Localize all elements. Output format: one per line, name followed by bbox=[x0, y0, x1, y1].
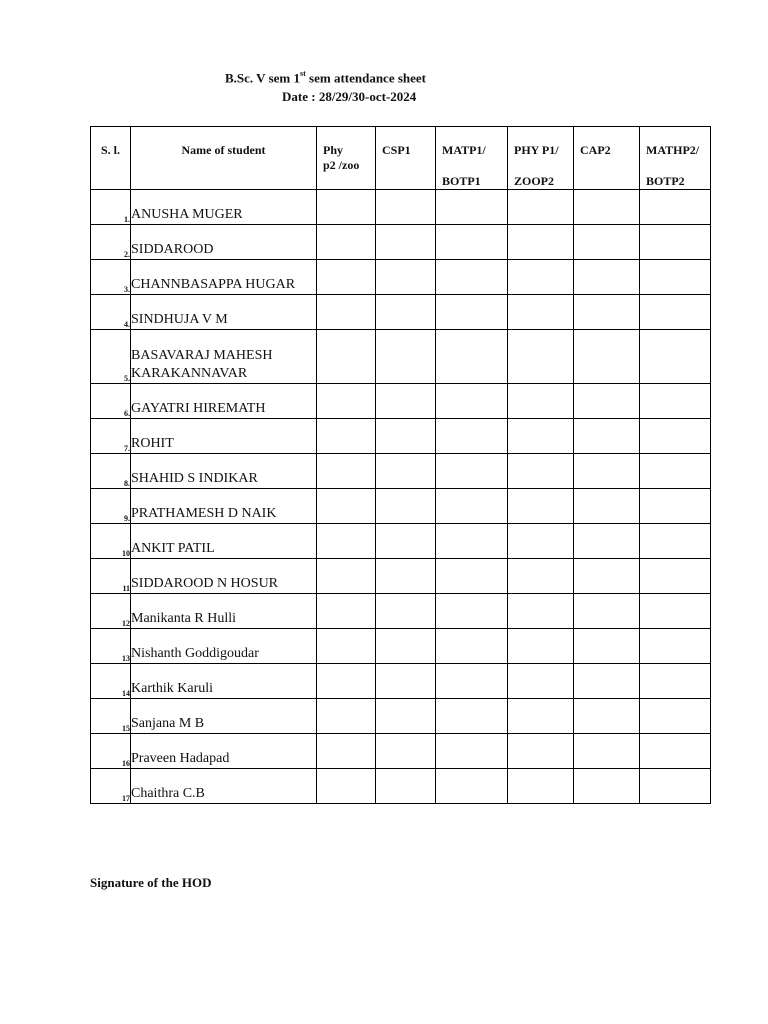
col-header-matp1-line1: MATP1/ bbox=[442, 143, 486, 157]
attendance-cell[interactable] bbox=[436, 384, 508, 419]
table-row bbox=[91, 559, 711, 594]
attendance-cell[interactable] bbox=[508, 454, 574, 489]
attendance-cell[interactable] bbox=[317, 225, 376, 260]
serial-number: 5. bbox=[91, 330, 131, 384]
serial-number: 12 bbox=[91, 594, 131, 629]
student-name: ANUSHA MUGER bbox=[131, 190, 317, 225]
attendance-cell[interactable] bbox=[317, 664, 376, 699]
attendance-cell[interactable] bbox=[436, 664, 508, 699]
table-row bbox=[91, 734, 711, 769]
attendance-cell[interactable] bbox=[436, 629, 508, 664]
attendance-cell[interactable] bbox=[508, 330, 574, 384]
attendance-cell[interactable] bbox=[317, 489, 376, 524]
attendance-cell[interactable] bbox=[574, 489, 640, 524]
attendance-cell[interactable] bbox=[376, 629, 436, 664]
student-name: Karthik Karuli bbox=[131, 664, 317, 699]
table-row bbox=[91, 629, 711, 664]
serial-number: 13 bbox=[91, 629, 131, 664]
table-row bbox=[91, 225, 711, 260]
attendance-cell[interactable] bbox=[640, 629, 711, 664]
serial-number: 10 bbox=[91, 524, 131, 559]
table-row bbox=[91, 489, 711, 524]
attendance-cell[interactable] bbox=[574, 225, 640, 260]
attendance-cell[interactable] bbox=[376, 295, 436, 330]
attendance-cell[interactable] bbox=[376, 419, 436, 454]
table-row bbox=[91, 454, 711, 489]
col-header-sl: S. l. bbox=[91, 127, 131, 190]
attendance-cell[interactable] bbox=[574, 260, 640, 295]
student-name: SIDDAROOD N HOSUR bbox=[131, 559, 317, 594]
col-header-phyp1-zoop2 bbox=[508, 127, 574, 190]
attendance-cell[interactable] bbox=[574, 524, 640, 559]
attendance-cell[interactable] bbox=[508, 559, 574, 594]
attendance-cell[interactable] bbox=[508, 769, 574, 804]
attendance-cell[interactable] bbox=[376, 594, 436, 629]
attendance-cell[interactable] bbox=[574, 454, 640, 489]
col-header-mathp2-line2: BOTP2 bbox=[646, 174, 685, 188]
attendance-cell[interactable] bbox=[376, 190, 436, 225]
attendance-cell[interactable] bbox=[508, 734, 574, 769]
student-name: Chaithra C.B bbox=[131, 769, 317, 804]
table-row bbox=[91, 664, 711, 699]
attendance-cell[interactable] bbox=[640, 664, 711, 699]
attendance-cell[interactable] bbox=[574, 734, 640, 769]
student-name: SINDHUJA V M bbox=[131, 295, 317, 330]
student-name: Praveen Hadapad bbox=[131, 734, 317, 769]
col-header-mathp2-botp2 bbox=[640, 127, 711, 190]
hod-signature-label: Signature of the HOD bbox=[90, 875, 212, 890]
attendance-table bbox=[90, 126, 711, 804]
attendance-cell[interactable] bbox=[640, 384, 711, 419]
attendance-cell[interactable] bbox=[436, 769, 508, 804]
table-row bbox=[91, 594, 711, 629]
serial-number: 6. bbox=[91, 384, 131, 419]
serial-number: 9. bbox=[91, 489, 131, 524]
col-header-csp1: CSP1 bbox=[376, 127, 436, 190]
col-header-phy-line2: p2 /zoo bbox=[323, 158, 360, 172]
attendance-cell[interactable] bbox=[574, 419, 640, 454]
attendance-cell[interactable] bbox=[574, 699, 640, 734]
attendance-cell[interactable] bbox=[376, 225, 436, 260]
col-header-name: Name of student bbox=[131, 127, 317, 190]
attendance-cell[interactable] bbox=[436, 559, 508, 594]
attendance-cell[interactable] bbox=[640, 225, 711, 260]
student-name: GAYATRI HIREMATH bbox=[131, 384, 317, 419]
attendance-cell[interactable] bbox=[574, 330, 640, 384]
table-row bbox=[91, 190, 711, 225]
attendance-cell[interactable] bbox=[508, 594, 574, 629]
attendance-cell[interactable] bbox=[317, 384, 376, 419]
col-header-mathp2-line1: MATHP2/ bbox=[646, 143, 700, 157]
table-row bbox=[91, 769, 711, 804]
attendance-cell[interactable] bbox=[376, 734, 436, 769]
attendance-cell[interactable] bbox=[436, 734, 508, 769]
serial-number: 17 bbox=[91, 769, 131, 804]
attendance-cell[interactable] bbox=[508, 419, 574, 454]
attendance-cell[interactable] bbox=[436, 190, 508, 225]
attendance-cell[interactable] bbox=[640, 295, 711, 330]
attendance-cell[interactable] bbox=[640, 419, 711, 454]
attendance-cell[interactable] bbox=[574, 384, 640, 419]
attendance-cell[interactable] bbox=[376, 769, 436, 804]
attendance-cell[interactable] bbox=[376, 489, 436, 524]
attendance-cell[interactable] bbox=[376, 559, 436, 594]
attendance-cell[interactable] bbox=[317, 524, 376, 559]
attendance-cell[interactable] bbox=[640, 330, 711, 384]
attendance-cell[interactable] bbox=[317, 330, 376, 384]
col-header-matp1-botp1 bbox=[436, 127, 508, 190]
table-row bbox=[91, 524, 711, 559]
serial-number: 8. bbox=[91, 454, 131, 489]
attendance-cell[interactable] bbox=[508, 295, 574, 330]
attendance-cell[interactable] bbox=[508, 190, 574, 225]
attendance-cell[interactable] bbox=[317, 734, 376, 769]
attendance-cell[interactable] bbox=[508, 384, 574, 419]
serial-number: 1. bbox=[91, 190, 131, 225]
col-header-cap2: CAP2 bbox=[574, 127, 640, 190]
attendance-cell[interactable] bbox=[376, 664, 436, 699]
col-header-matp1-line2: BOTP1 bbox=[442, 174, 481, 188]
attendance-cell[interactable] bbox=[640, 734, 711, 769]
student-name: Manikanta R Hulli bbox=[131, 594, 317, 629]
serial-number: 15 bbox=[91, 699, 131, 734]
attendance-cell[interactable] bbox=[574, 629, 640, 664]
attendance-cell[interactable] bbox=[640, 489, 711, 524]
col-header-phy-line1: Phy bbox=[323, 143, 344, 157]
attendance-cell[interactable] bbox=[640, 769, 711, 804]
serial-number: 16 bbox=[91, 734, 131, 769]
table-row bbox=[91, 419, 711, 454]
attendance-cell[interactable] bbox=[376, 699, 436, 734]
serial-number: 11 bbox=[91, 559, 131, 594]
attendance-cell[interactable] bbox=[508, 260, 574, 295]
attendance-cell[interactable] bbox=[317, 559, 376, 594]
serial-number: 7. bbox=[91, 419, 131, 454]
student-name: ANKIT PATIL bbox=[131, 524, 317, 559]
student-name: ROHIT bbox=[131, 419, 317, 454]
attendance-cell[interactable] bbox=[376, 384, 436, 419]
attendance-cell[interactable] bbox=[436, 295, 508, 330]
student-name: CHANNBASAPPA HUGAR bbox=[131, 260, 317, 295]
serial-number: 14 bbox=[91, 664, 131, 699]
attendance-cell[interactable] bbox=[317, 419, 376, 454]
student-name: BASAVARAJ MAHESH KARAKANNAVAR bbox=[131, 330, 317, 384]
attendance-cell[interactable] bbox=[640, 594, 711, 629]
page-title: B.Sc. V sem 1st sem attendance sheet bbox=[225, 69, 427, 86]
table-row bbox=[91, 384, 711, 419]
table-row bbox=[91, 699, 711, 734]
student-name: Sanjana M B bbox=[131, 699, 317, 734]
attendance-cell[interactable] bbox=[317, 454, 376, 489]
attendance-cell[interactable] bbox=[436, 330, 508, 384]
attendance-cell[interactable] bbox=[317, 769, 376, 804]
header-row bbox=[91, 127, 711, 190]
attendance-cell[interactable] bbox=[317, 190, 376, 225]
attendance-cell[interactable] bbox=[376, 330, 436, 384]
col-header-phyp1-line2: ZOOP2 bbox=[514, 174, 555, 188]
serial-number: 2. bbox=[91, 225, 131, 260]
attendance-cell[interactable] bbox=[436, 454, 508, 489]
attendance-cell[interactable] bbox=[574, 190, 640, 225]
student-name: SIDDAROOD bbox=[131, 225, 317, 260]
attendance-cell[interactable] bbox=[436, 699, 508, 734]
attendance-cell[interactable] bbox=[574, 769, 640, 804]
attendance-cell[interactable] bbox=[436, 419, 508, 454]
attendance-cell[interactable] bbox=[640, 559, 711, 594]
attendance-cell[interactable] bbox=[640, 260, 711, 295]
attendance-cell[interactable] bbox=[508, 489, 574, 524]
attendance-cell[interactable] bbox=[508, 699, 574, 734]
attendance-cell[interactable] bbox=[574, 295, 640, 330]
attendance-cell[interactable] bbox=[640, 190, 711, 225]
attendance-cell[interactable] bbox=[574, 559, 640, 594]
attendance-cell[interactable] bbox=[376, 524, 436, 559]
attendance-cell[interactable] bbox=[574, 594, 640, 629]
attendance-cell[interactable] bbox=[436, 489, 508, 524]
attendance-cell[interactable] bbox=[508, 225, 574, 260]
student-name: PRATHAMESH D NAIK bbox=[131, 489, 317, 524]
col-header-phyp1-line1: PHY P1/ bbox=[514, 143, 559, 157]
attendance-cell[interactable] bbox=[574, 664, 640, 699]
attendance-cell[interactable] bbox=[376, 454, 436, 489]
table-row bbox=[91, 330, 711, 384]
attendance-cell[interactable] bbox=[640, 524, 711, 559]
table-row bbox=[91, 295, 711, 330]
serial-number: 4. bbox=[91, 295, 131, 330]
attendance-cell[interactable] bbox=[317, 295, 376, 330]
attendance-cell[interactable] bbox=[436, 260, 508, 295]
attendance-cell[interactable] bbox=[317, 629, 376, 664]
attendance-cell[interactable] bbox=[508, 629, 574, 664]
attendance-date: Date : 28/29/30-oct-2024 bbox=[282, 89, 417, 104]
attendance-cell[interactable] bbox=[508, 524, 574, 559]
student-name: Nishanth Goddigoudar bbox=[131, 629, 317, 664]
attendance-cell[interactable] bbox=[640, 699, 711, 734]
table-row bbox=[91, 260, 711, 295]
attendance-cell[interactable] bbox=[436, 524, 508, 559]
attendance-cell[interactable] bbox=[508, 664, 574, 699]
attendance-cell[interactable] bbox=[436, 594, 508, 629]
student-name: SHAHID S INDIKAR bbox=[131, 454, 317, 489]
attendance-cell[interactable] bbox=[317, 594, 376, 629]
attendance-cell[interactable] bbox=[436, 225, 508, 260]
attendance-cell[interactable] bbox=[640, 454, 711, 489]
col-header-phy-p2-zoo bbox=[317, 127, 376, 190]
attendance-cell[interactable] bbox=[376, 260, 436, 295]
serial-number: 3. bbox=[91, 260, 131, 295]
attendance-cell[interactable] bbox=[317, 260, 376, 295]
attendance-cell[interactable] bbox=[317, 699, 376, 734]
